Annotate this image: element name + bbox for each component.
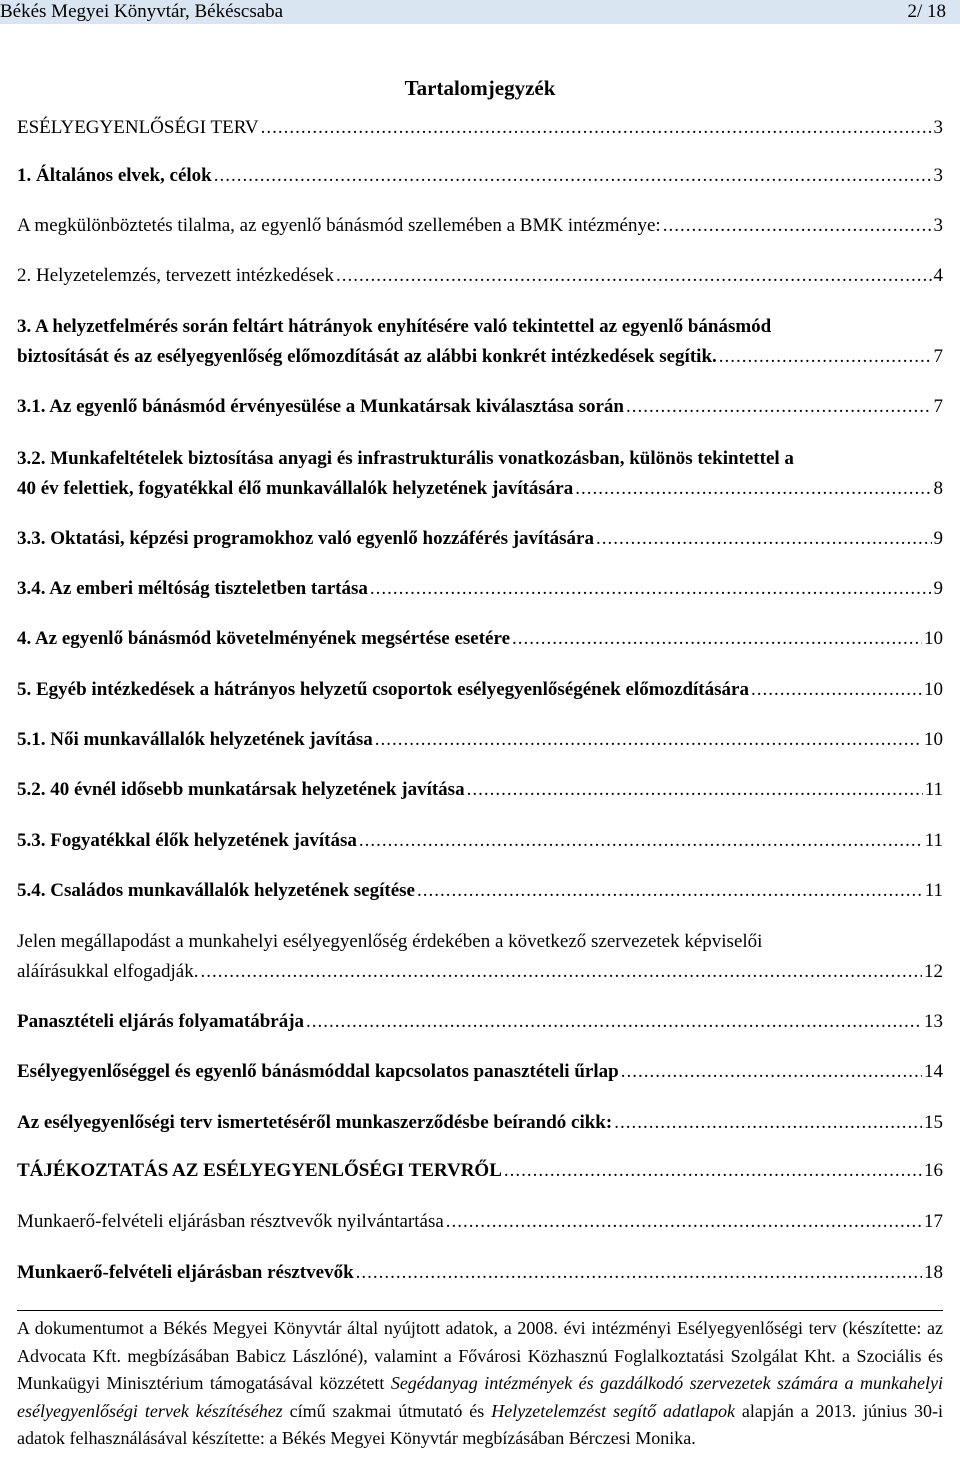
toc-entry[interactable] bbox=[17, 1057, 943, 1087]
toc-entry-text: 4. Az egyenlő bánásmód követelményének megsértése esetére bbox=[17, 628, 511, 649]
toc-page-number: 10 bbox=[924, 679, 943, 700]
toc-entry[interactable] bbox=[17, 392, 943, 422]
toc-page-number: 16 bbox=[924, 1160, 943, 1181]
toc-entry-text-continued: 40 év felettiek, fogyatékkal élő munkavállalók helyzetének javítására bbox=[17, 478, 574, 499]
footnote-text: A dokumentumot a Békés Megyei Könyvtár által nyújtott adatok, a 2008. évi intézményi Esélyegyenlőségi terv (készítette: az Advocata Kft. megbízásában Babicz Lászlóné), valamint a Fővárosi Közhasznú Foglalkoztatási Szolgálat Kht. a Szociális és Munkaügyi Minisztérium támogatásával közzétett bbox=[17, 1318, 943, 1394]
toc-entry-text: 5. Egyéb intézkedések a hátrányos helyzetű csoportok esélyegyenlőségének előmozdítására bbox=[17, 679, 749, 700]
footnote-italic-title: Helyzetelemzést segítő adatlapok bbox=[491, 1400, 735, 1421]
toc-entry[interactable] bbox=[17, 725, 943, 755]
toc-page-number: 7 bbox=[933, 346, 943, 367]
toc-entry-text: ESÉLYEGYENLŐSÉGI TERV bbox=[17, 117, 259, 138]
toc-leader bbox=[614, 1108, 922, 1138]
toc-leader bbox=[375, 725, 922, 755]
footnote-text: című szakmai útmutató és bbox=[282, 1400, 492, 1421]
toc-entry[interactable] bbox=[17, 675, 943, 705]
toc-entry-text: 1. Általános elvek, célok bbox=[17, 165, 212, 186]
toc-page-number: 9 bbox=[933, 578, 943, 599]
toc-leader bbox=[356, 1258, 922, 1288]
toc-leader bbox=[596, 524, 932, 554]
toc-entry-text: Az esélyegyenlőségi terv ismertetéséről munkaszerződésbe beírandó cikk: bbox=[17, 1112, 613, 1133]
toc-entry-text-continued: aláírásukkal elfogadják. bbox=[17, 961, 199, 982]
toc-page-number: 3 bbox=[933, 215, 943, 236]
toc-leader bbox=[663, 211, 932, 241]
toc-leader bbox=[446, 1207, 922, 1237]
toc-leader bbox=[214, 161, 932, 191]
toc-entry-text: 3.1. Az egyenlő bánásmód érvényesülése a Munkatársak kiválasztása során bbox=[17, 396, 624, 417]
toc-page-number: 18 bbox=[924, 1262, 943, 1283]
toc-entry[interactable] bbox=[17, 524, 943, 554]
toc-entry[interactable] bbox=[17, 211, 943, 241]
toc-leader bbox=[626, 392, 932, 422]
toc-entry[interactable] bbox=[17, 1156, 943, 1186]
toc-leader bbox=[261, 113, 932, 143]
toc-entry-text: Munkaerő-felvételi eljárásban résztvevők bbox=[17, 1262, 354, 1283]
toc-entry[interactable] bbox=[17, 1258, 943, 1288]
toc-entry[interactable] bbox=[17, 161, 943, 191]
toc-entry[interactable] bbox=[17, 261, 943, 291]
toc-page-number: 15 bbox=[924, 1112, 943, 1133]
toc-entry[interactable] bbox=[17, 826, 943, 856]
toc-entry[interactable] bbox=[17, 927, 943, 987]
toc-entry-text: 5.4. Családos munkavállalók helyzetének segítése bbox=[17, 880, 415, 901]
toc-entry[interactable] bbox=[17, 624, 943, 654]
toc-entry[interactable] bbox=[17, 1108, 943, 1138]
footnote bbox=[17, 1310, 943, 1453]
toc-page-number: 3 bbox=[933, 165, 943, 186]
toc-page-number: 12 bbox=[924, 961, 943, 982]
toc-entry[interactable] bbox=[17, 1207, 943, 1237]
toc-title-text: Tartalomjegyzék bbox=[404, 76, 556, 100]
toc-leader bbox=[575, 474, 931, 504]
toc-entry[interactable] bbox=[17, 312, 943, 372]
toc-entry-text: 2. Helyzetelemzés, tervezett intézkedések bbox=[17, 265, 335, 286]
toc-entry-text: 3.2. Munkafeltételek biztosítása anyagi és infrastrukturális vonatkozásban, különös tekintettel a bbox=[17, 448, 794, 469]
toc-leader bbox=[370, 574, 932, 604]
toc-entry[interactable] bbox=[17, 574, 943, 604]
toc-entry-text: 5.1. Női munkavállalók helyzetének javítása bbox=[17, 729, 373, 750]
toc-leader bbox=[719, 342, 932, 372]
toc-leader bbox=[751, 675, 922, 705]
toc-entry-text: TÁJÉKOZTATÁS AZ ESÉLYEGYENLŐSÉGI TERVRŐL bbox=[17, 1160, 502, 1181]
toc-entry-text: Esélyegyenlőséggel és egyenlő bánásmóddal kapcsolatos panasztételi űrlap bbox=[17, 1061, 619, 1082]
toc-page-number: 11 bbox=[924, 880, 943, 901]
toc-page-number: 9 bbox=[933, 528, 943, 549]
toc-page-number: 3 bbox=[933, 117, 943, 138]
toc-page-number: 13 bbox=[924, 1011, 943, 1032]
header-page-number: 2/ 18 bbox=[907, 1, 946, 22]
toc-page-number: 10 bbox=[924, 729, 943, 750]
toc-entry-text: 5.2. 40 évnél idősebb munkatársak helyzetének javítása bbox=[17, 779, 465, 800]
toc-page-number: 8 bbox=[933, 478, 943, 499]
toc-title bbox=[0, 76, 960, 101]
toc-entry[interactable] bbox=[17, 113, 943, 143]
toc-page-number: 11 bbox=[924, 779, 943, 800]
toc-leader bbox=[336, 261, 931, 291]
toc-page-number: 14 bbox=[924, 1061, 943, 1082]
toc-leader bbox=[467, 775, 923, 805]
toc-leader bbox=[359, 826, 923, 856]
toc-entry[interactable] bbox=[17, 876, 943, 906]
toc-leader bbox=[306, 1007, 922, 1037]
toc-page-number: 7 bbox=[933, 396, 943, 417]
page-header bbox=[0, 0, 960, 24]
toc-leader bbox=[504, 1156, 922, 1186]
toc-entry[interactable] bbox=[17, 444, 943, 504]
toc-entry-text: 5.3. Fogyatékkal élők helyzetének javítása bbox=[17, 830, 357, 851]
toc-leader bbox=[512, 624, 922, 654]
toc-entry-text-continued: biztosítását és az esélyegyenlőség előmozdítását az alábbi konkrét intézkedések segítik. bbox=[17, 346, 717, 367]
toc-leader bbox=[417, 876, 923, 906]
toc-entry-text: 3. A helyzetfelmérés során feltárt hátrányok enyhítésére való tekintettel az egyenlő bánásmód bbox=[17, 316, 772, 337]
header-library-name: Békés Megyei Könyvtár, Békéscsaba bbox=[0, 1, 284, 22]
toc-entry[interactable] bbox=[17, 775, 943, 805]
toc-entry-text: Jelen megállapodást a munkahelyi esélyegyenlőség érdekében a következő szervezetek képviselői bbox=[17, 931, 763, 952]
toc-leader bbox=[200, 957, 922, 987]
toc-entry-text: A megkülönböztetés tilalma, az egyenlő bánásmód szellemében a BMK intézménye: bbox=[17, 215, 661, 236]
toc-entry-text: Munkaerő-felvételi eljárásban résztvevők nyilvántartása bbox=[17, 1211, 444, 1232]
toc-page-number: 4 bbox=[933, 265, 943, 286]
footnote-italic-title: Segédanyag intézmények és gazdálkodó szervezetek számára a munkahelyi esélyegyenlőségi tervek készítéséhez bbox=[17, 1373, 943, 1421]
footnote-text: alapján a 2013. június 30-i adatok felhasználásával készítette: a Békés Megyei Könyvtár megbízásában Bérczesi Monika. bbox=[17, 1400, 943, 1449]
toc-entry[interactable] bbox=[17, 1007, 943, 1037]
toc-page-number: 10 bbox=[924, 628, 943, 649]
toc-entry-text: Panasztételi eljárás folyamatábrája bbox=[17, 1011, 305, 1032]
toc-entry-text: 3.4. Az emberi méltóság tiszteletben tartása bbox=[17, 578, 368, 599]
toc-page-number: 17 bbox=[924, 1211, 943, 1232]
toc-entry-text: 3.3. Oktatási, képzési programokhoz való egyenlő hozzáférés javítására bbox=[17, 528, 594, 549]
toc-page-number: 11 bbox=[924, 830, 943, 851]
toc-leader bbox=[621, 1057, 922, 1087]
